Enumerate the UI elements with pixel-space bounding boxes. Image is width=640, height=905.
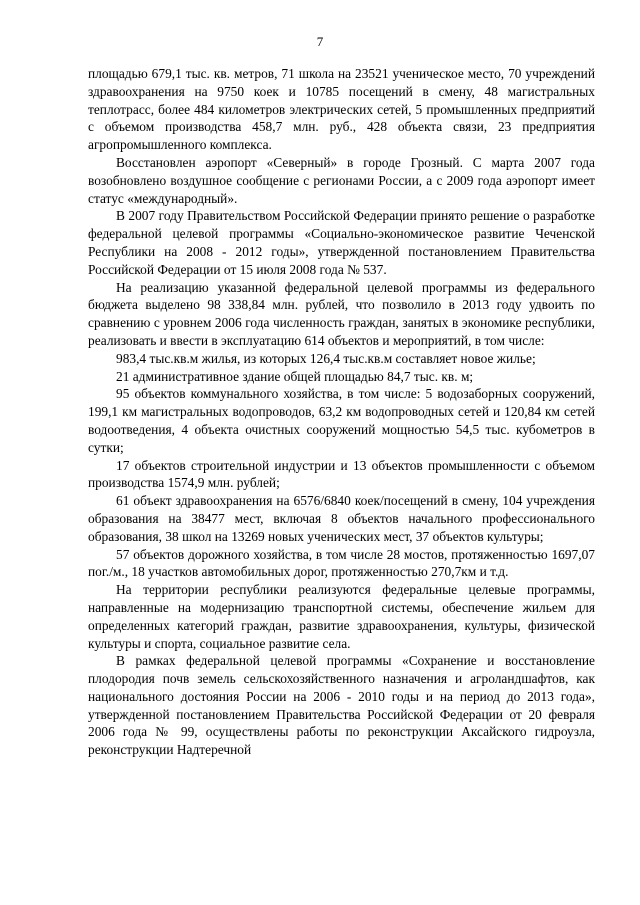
paragraph: В рамках федеральной целевой программы «Сохранение и восстановление плодородия почв земель сельскохозяйственного назначения и агроландшафтов, как национального достояния России на 2006 - 2010 годы и на период до 2013 года», утвержденной постановлением Правительства Российской Федерации от 20 февраля 2006 года № 99, осуществлены работы по реконструкции Аксайского гидроузла, реконструкции Надтеречной (88, 653, 595, 758)
paragraph: В 2007 году Правительством Российской Федерации принято решение о разработке федеральной целевой программы «Социально-экономическое развитие Чеченской Республики на 2008 - 2012 годы», утвержденной постановлением Правительства Российской Федерации от 15 июля 2008 года № 537. (88, 208, 595, 277)
paragraph: На территории республики реализуются федеральные целевые программы, направленные на модернизацию транспортной системы, обеспечение жильем для определенных категорий граждан, развитие здравоохранения, культуры, физической культуры и спорта, социальное развитие села. (88, 582, 595, 651)
paragraph: На реализацию указанной федеральной целевой программы из федерального бюджета выделено 98 338,84 млн. рублей, что позволило в 2013 году удвоить по сравнению с уровнем 2006 года численность граждан, занятых в экономике республики, реализовать и ввести в эксплуатацию 614 объектов и мероприятий, в том числе: (88, 279, 595, 348)
paragraph: Восстановлен аэропорт «Северный» в городе Грозный. С марта 2007 года возобновлено воздушное сообщение с регионами России, а с 2009 года аэропорт имеет статус «международный». (88, 154, 595, 206)
list-item: 61 объект здравоохранения на 6576/6840 коек/посещений в смену, 104 учреждения образования на 38477 мест, включая 8 объектов начального профессионального образования, 38 школ на 13269 новых ученических мест, 37 объектов культуры; (88, 493, 595, 544)
paragraph: площадью 679,1 тыс. кв. метров, 71 школа на 23521 ученическое место, 70 учреждений здравоохранения на 9750 коек и 10785 посещений в смену, 48 магистральных теплотрасс, более 484 километров электрических сетей, 5 промышленных предприятий с объемом производства 458,7 млн. руб., 428 объекта связи, 23 предприятия агропромышленного комплекса. (88, 66, 595, 153)
body-text (88, 65, 595, 759)
page-number: 7 (316, 34, 324, 49)
list-item: 17 объектов строительной индустрии и 13 объектов промышленности с объемом производства 1574,9 млн. рублей; (88, 457, 595, 491)
list-item: 57 объектов дорожного хозяйства, в том числе 28 мостов, протяженностью 1697,07 пог./м., 18 участков автомобильных дорог, протяженностью 270,7км и т.д. (88, 546, 595, 580)
list-item: 983,4 тыс.кв.м жилья, из которых 126,4 тыс.кв.м составляет новое жилье; (116, 350, 536, 366)
list-item: 21 административное здание общей площадью 84,7 тыс. кв. м; (116, 368, 474, 384)
list-item: 95 объектов коммунального хозяйства, в том числе: 5 водозаборных сооружений, 199,1 км магистральных водопроводов, 63,2 км водопроводных сетей и 120,84 км сетей водоотведения, 4 объекта очистных сооружений мощностью 54,5 тыс. кубометров в сутки; (88, 386, 595, 455)
